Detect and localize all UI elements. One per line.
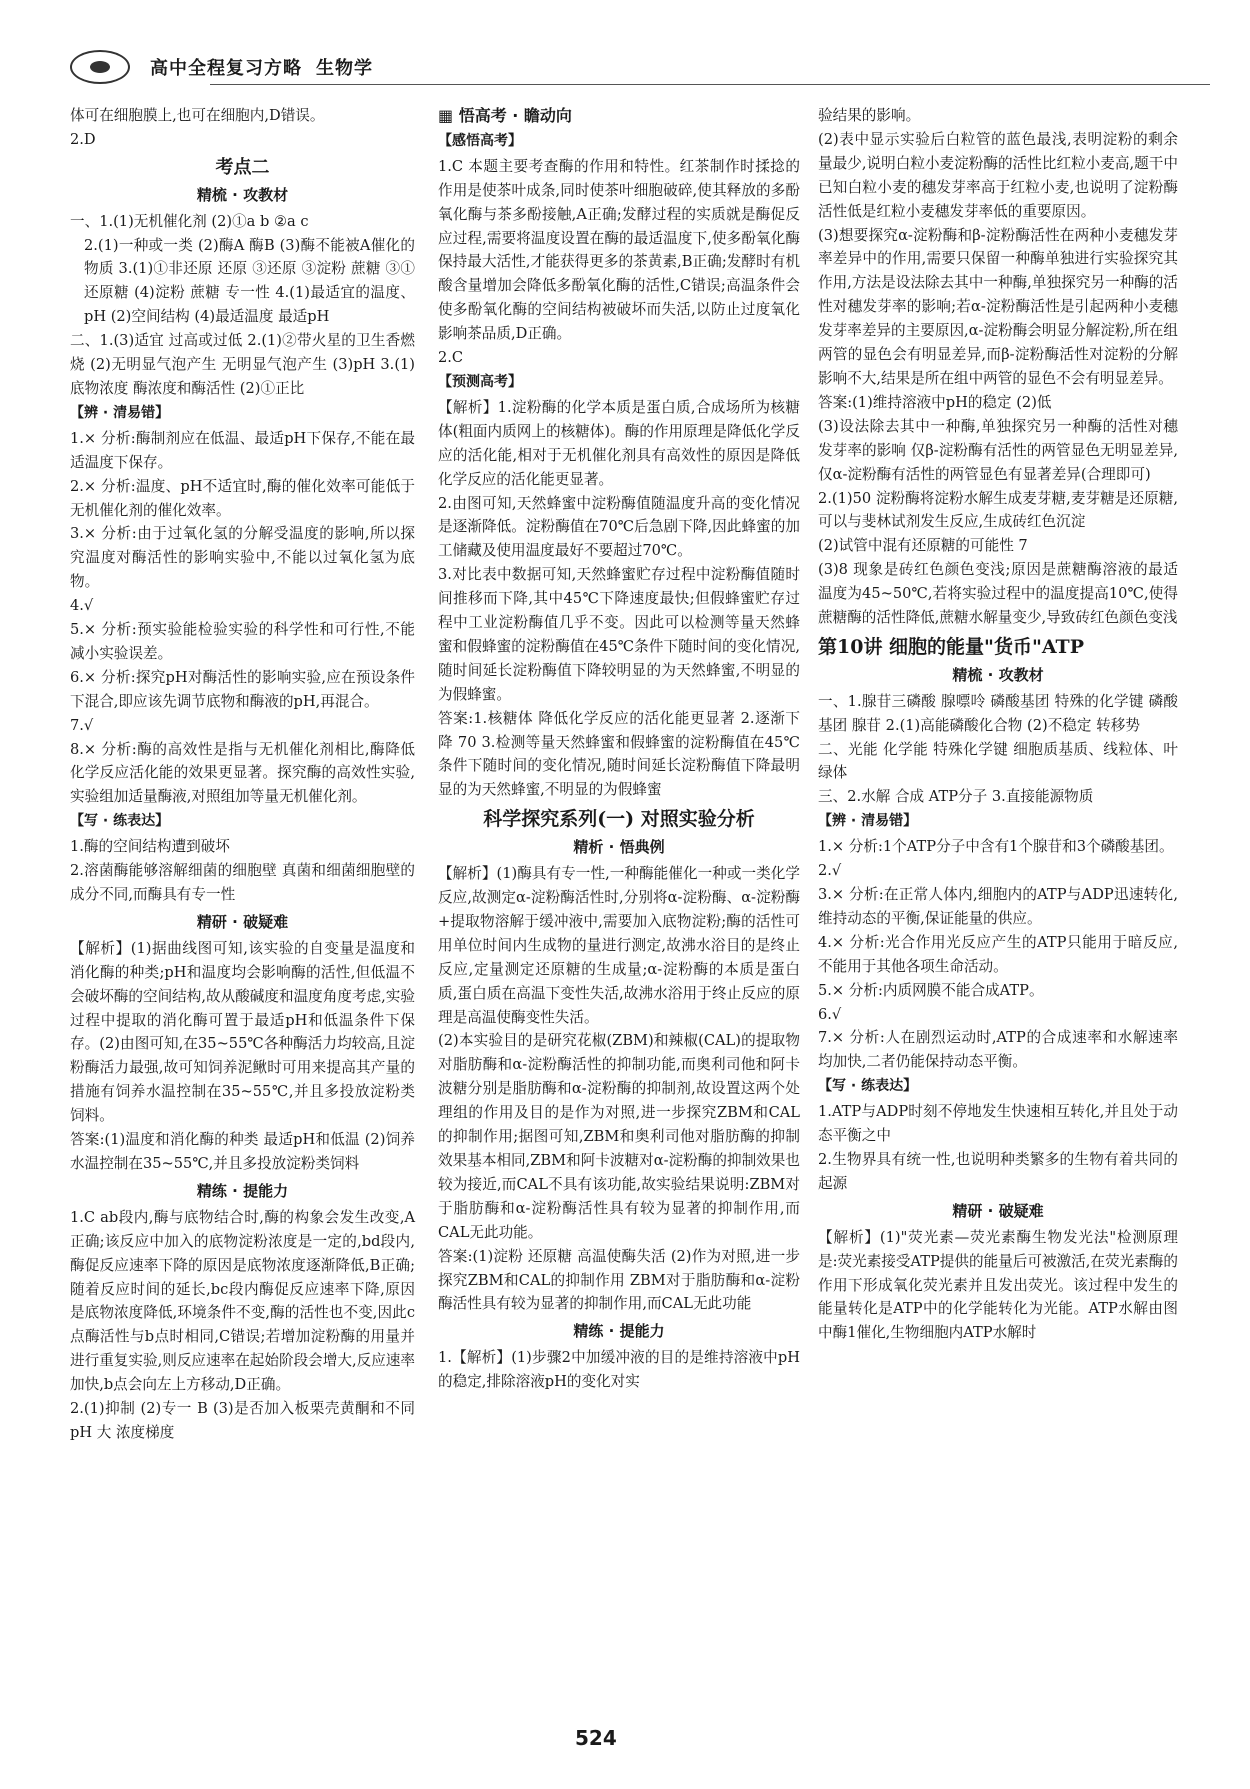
column-right (818, 104, 1178, 1345)
paragraph: 3.× 分析:由于过氧化氢的分解受温度的影响,所以探究温度对酶活性的影响实验中,不能以过氧化氢为底物。 (70, 525, 415, 591)
subsection-heading: 精研 · 破疑难 (196, 912, 289, 931)
subsection-heading: 精析 · 悟典例 (573, 838, 665, 857)
paragraph: 【解析】(1)据曲线图可知,该实验的自变量是温度和消化酶的种类;pH和温度均会影响酶的活性,但低温不会破坏酶的空间结构,故从酸碱度和温度角度考虑,实验过程中提取的消化酶可置于最适pH和低温条件下保存。(2)由图可知,在35~55℃各种酶活力均较高,且淀粉酶活力最强,故可知饲养泥鳅时可用来提高其产量的措施有饲养水温控制在35~55℃,并且多投放淀粉类饲料。 (70, 939, 415, 1125)
subsection-heading: 精梳 · 攻教材 (196, 185, 289, 204)
paragraph: 2.C (438, 349, 464, 367)
column-middle (438, 104, 800, 1394)
tag-heading: 【写 · 练表达】 (818, 1078, 918, 1095)
paragraph: 验结果的影响。 (818, 107, 921, 124)
paragraph: 答案:(1)温度和消化酶的种类 最适pH和低温 (2)饲养水温控制在35~55℃,并且多投放淀粉类饲料 (70, 1131, 415, 1172)
subsection-heading: 精梳 · 攻教材 (952, 665, 1044, 684)
tag-heading: 【辨 · 清易错】 (70, 404, 170, 421)
paragraph: 8.× 分析:酶的高效性是指与无机催化剂相比,酶降低化学反应活化能的效果更显著。探究酶的高效性实验,实验组加适量酶液,对照组加等量无机催化剂。 (70, 740, 415, 806)
book-title (150, 54, 373, 80)
tag-heading: 【辨 · 清易错】 (818, 813, 918, 830)
paragraph: 1.C 本题主要考查酶的作用和特性。红茶制作时揉捻的作用是使茶叶成条,同时使茶叶细胞破碎,使其释放的多酚氧化酶与茶多酚接触,A正确;发酵过程的实质就是酶促反应过程,需要将温度设置在酶的最适温度下,使多酚氧化酶保持最大活性,才能获得更多的茶黄素,B正确;发酵时有机酸含量增加会降低多酚氧化酶的活性,C错误;高温条件会使多酚氧化酶的空间结构被破坏而失活,以防止过度氧化影响茶品质,D正确。 (438, 157, 800, 343)
section-heading: 考点二 (215, 156, 270, 178)
paragraph: 2.由图可知,天然蜂蜜中淀粉酶值随温度升高的变化情况是逐渐降低。淀粉酶值在70℃后急剧下降,因此蜂蜜的加工储藏及使用温度最好不要超过70℃。 (438, 494, 800, 560)
paragraph: 1.酶的空间结构遭到破坏 (70, 838, 230, 856)
book-name: 高中全程复习方略 (150, 58, 302, 79)
paragraph: 1.【解析】(1)步骤2中加缓冲液的目的是维持溶液中pH的稳定,排除溶液pH的变化对实 (438, 1349, 800, 1391)
paragraph: 5.× 分析:内质网膜不能合成ATP。 (818, 981, 1044, 999)
paragraph: 一、1.(1)无机催化剂 (2)①a b ②a c (70, 212, 309, 230)
paragraph: 2.生物界具有统一性,也说明种类繁多的生物有着共同的起源 (818, 1150, 1178, 1192)
paragraph: 4.√ (70, 597, 94, 615)
paragraph: 答案:(1)维持溶液中pH的稳定 (2)低 (818, 393, 1052, 411)
tag-heading: 【预测高考】 (438, 373, 522, 390)
paragraph: 1.× 分析:酶制剂应在低温、最适pH下保存,不能在最适温度下保存。 (70, 429, 415, 471)
paragraph: 2.(1)50 淀粉酶将淀粉水解生成麦芽糖,麦芽糖是还原糖,可以与斐林试剂发生反应,生成砖红色沉淀 (818, 489, 1178, 531)
paragraph: 体可在细胞膜上,也可在细胞内,D错误。 (70, 107, 325, 124)
paragraph: 6.× 分析:探究pH对酶活性的影响实验,应在预设条件下混合,即应该先调节底物和酶液的pH,再混合。 (70, 668, 415, 710)
paragraph: 答案:1.核糖体 降低化学反应的活化能更显著 2.逐渐下降 70 3.检测等量天然蜂蜜和假蜂蜜的淀粉酶值在45℃条件下随时间的变化情况,随时间延长淀粉酶值下降最明显的为天然蜂蜜,不明显的为假蜂蜜 (438, 709, 800, 799)
column-left (70, 104, 415, 1445)
paragraph: (2)试管中混有还原糖的可能性 7 (818, 537, 1028, 555)
paragraph: 3.对比表中数据可知,天然蜂蜜贮存过程中淀粉酶值随时间推移而下降,其中45℃下降速度最快;但假蜂蜜贮存过程中工业淀粉酶值几乎不变。因此可以检测等量天然蜂蜜和假蜂蜜的淀粉酶值在45℃条件下随时间的变化情况,随时间延长淀粉酶值下降较明显的为天然蜂蜜,不明显的为假蜂蜜。 (438, 566, 800, 703)
paragraph: (3)8 现象是砖红色颜色变浅;原因是蔗糖酶溶液的最适温度为45~50℃,若将实验过程中的温度提高10℃,使得蔗糖酶的活性降低,蔗糖水解量变少,导致砖红色颜色变浅 (818, 561, 1178, 627)
tag-heading: 【写 · 练表达】 (70, 813, 170, 830)
header-rule (210, 84, 1210, 85)
paragraph: (3)设法除去其中一种酶,单独探究另一种酶的活性对穗发芽率的影响 仅β-淀粉酶有活性的两管显色无明显差异,仅α-淀粉酶有活性的两管显色有显著差异(合理即可) (818, 417, 1178, 483)
paragraph: 2.溶菌酶能够溶解细菌的细胞壁 真菌和细菌细胞壁的成分不同,而酶具有专一性 (70, 862, 415, 903)
paragraph: 答案:(1)淀粉 还原糖 高温使酶失活 (2)作为对照,进一步探究ZBM和CAL的抑制作用 ZBM对于脂肪酶和α-淀粉酶活性具有较为显著的抑制作用,而CAL无此功能 (438, 1247, 800, 1313)
paragraph: 2.√ (818, 862, 842, 880)
paragraph: 1.ATP与ADP时刻不停地发生快速相互转化,并且处于动态平衡之中 (818, 1103, 1178, 1145)
paragraph: 6.√ (818, 1005, 842, 1023)
paragraph: 【解析】(1)酶具有专一性,一种酶能催化一种或一类化学反应,故测定α-淀粉酶活性时,分别将α-淀粉酶、α-淀粉酶+提取物溶解于缓冲液中,需要加入底物淀粉;酶的活性可用单位时间内生成物的量进行测定,故沸水浴目的是终止反应,定量测定还原糖的生成量;α-淀粉酶的本质是蛋白质,蛋白质在高温下变性失活,故沸水浴用于终止反应的原理是高温使酶变性失活。 (438, 865, 800, 1026)
paragraph: 【解析】(1)"荧光素—荧光素酶生物发光法"检测原理是:荧光素接受ATP提供的能量后可被激活,在荧光素酶的作用下形成氧化荧光素并且发出荧光。该过程中发生的能量转化是ATP中的化学能转化为光能。ATP水解由图中酶1催化,生物细胞内ATP水解时 (818, 1228, 1178, 1342)
paragraph: 3.× 分析:在正常人体内,细胞内的ATP与ADP迅速转化,维持动态的平衡,保证能量的供应。 (818, 886, 1178, 927)
lecture-heading: 第10讲 细胞的能量"货币"ATP (818, 635, 1084, 658)
paragraph: (2)本实验目的是研究花椒(ZBM)和辣椒(CAL)的提取物对脂肪酶和α-淀粉酶活性的抑制功能,而奥利司他和阿卡波糖分别是脂肪酶和α-淀粉酶的抑制剂,故设置这两个处理组的作用及目的是作为对照,进一步探究ZBM和CAL的抑制作用;据图可知,ZBM和奥利司他对脂肪酶的抑制效果基本相同,ZBM和阿卡波糖对α-淀粉酶的抑制效果也较为接近,而CAL不具有该功能,故实验结果说明:ZBM对于脂肪酶和α-淀粉酶活性具有较为显著的抑制作用,而CAL无此功能。 (438, 1032, 800, 1241)
page-number: 524 (575, 1726, 617, 1750)
subsection-heading: 精练 · 提能力 (196, 1181, 289, 1200)
box-heading: ▦ 悟高考 · 瞻动向 (438, 106, 572, 125)
series-heading: 科学探究系列(一) 对照实验分析 (483, 808, 755, 831)
paragraph: 2.(1)一种或一类 (2)酶A 酶B (3)酶不能被A催化的物质 3.(1)①非还原 还原 ③还原 ③淀粉 蔗糖 ③①还原糖 (4)淀粉 蔗糖 专一性 4.(1)最适宜的温度、pH (2)空间结构 (4)最适温度 最适pH (84, 236, 415, 326)
paragraph: 5.× 分析:预实验能检验实验的科学性和可行性,不能减小实验误差。 (70, 621, 415, 662)
subsection-heading: 精研 · 破疑难 (952, 1201, 1044, 1220)
paragraph: (3)想要探究α-淀粉酶和β-淀粉酶活性在两种小麦穗发芽率差异中的作用,需要只保留一种酶单独进行实验探究其作用,方法是设法除去其中一种酶,单独探究另一种酶的活性对穗发芽率的影响;若α-淀粉酶活性是引起两种小麦穗发芽率差异的主要原因,α-淀粉酶会明显分解淀粉,所在组两管的显色会有明显差异,而β-淀粉酶活性对淀粉的分解影响不大,结果是所在组中两管的显色不会有明显差异。 (818, 226, 1178, 387)
paragraph: 4.× 分析:光合作用光反应产生的ATP只能用于暗反应,不能用于其他各项生命活动。 (818, 933, 1178, 975)
subject-name: 生物学 (316, 58, 373, 79)
paragraph: 7.× 分析:人在剧烈运动时,ATP的合成速率和水解速率均加快,二者仍能保持动态平衡。 (818, 1029, 1178, 1071)
paragraph: 二、光能 化学能 特殊化学键 细胞质基质、线粒体、叶绿体 (818, 740, 1178, 782)
paragraph: 2.× 分析:温度、pH不适宜时,酶的催化效率可能低于无机催化剂的催化效率。 (70, 477, 415, 519)
paragraph: 2.(1)抑制 (2)专一 B (3)是否加入板栗壳黄酮和不同pH 大 浓度梯度 (70, 1400, 415, 1441)
paragraph: 二、1.(3)适宜 过高或过低 2.(1)②带火星的卫生香燃烧 (2)无明显气泡产生 无明显气泡产生 (3)pH 3.(1)底物浓度 酶浓度和酶活性 (2)①正比 (70, 332, 415, 397)
paragraph: 7.√ (70, 716, 94, 734)
tag-heading: 【感悟高考】 (438, 132, 522, 149)
eye-logo-icon (70, 50, 130, 84)
paragraph: (2)表中显示实验后白粒管的蓝色最浅,表明淀粉的剩余量最少,说明白粒小麦淀粉酶的活性比红粒小麦高,题干中已知白粒小麦的穗发芽率高于红粒小麦,也说明了淀粉酶活性低是红粒小麦穗发芽率低的重要原因。 (818, 130, 1178, 220)
paragraph: 1.× 分析:1个ATP分子中含有1个腺苷和3个磷酸基团。 (818, 838, 1174, 856)
paragraph: 1.C ab段内,酶与底物结合时,酶的构象会发生改变,A正确;该反应中加入的底物淀粉浓度是一定的,bd段内,酶促反应速率下降的原因是底物浓度逐渐降低,B正确;随着反应时间的延长,bc段内酶促反应速率下降,原因是底物浓度降低,环境条件不变,酶的活性也不变,因此c点酶活性与b点时相同,C错误;若增加淀粉酶的用量并进行重复实验,则反应速率在起始阶段会增大,反应速率加快,b点会向左上方移动,D正确。 (70, 1208, 415, 1394)
page-header (70, 48, 1210, 86)
paragraph: 2.D (70, 130, 96, 148)
paragraph: 一、1.腺苷三磷酸 腺嘌呤 磷酸基团 特殊的化学键 磷酸基团 腺苷 2.(1)高能磷酸化合物 (2)不稳定 转移势 (818, 692, 1178, 734)
paragraph: 三、2.水解 合成 ATP分子 3.直接能源物质 (818, 788, 1094, 806)
subsection-heading: 精练 · 提能力 (573, 1322, 665, 1341)
paragraph: 【解析】1.淀粉酶的化学本质是蛋白质,合成场所为核糖体(粗面内质网上的核糖体)。酶的作用原理是降低化学反应的活化能,相对于无机催化剂具有高效性的原因是降低化学反应的活化能更显著。 (438, 398, 800, 488)
